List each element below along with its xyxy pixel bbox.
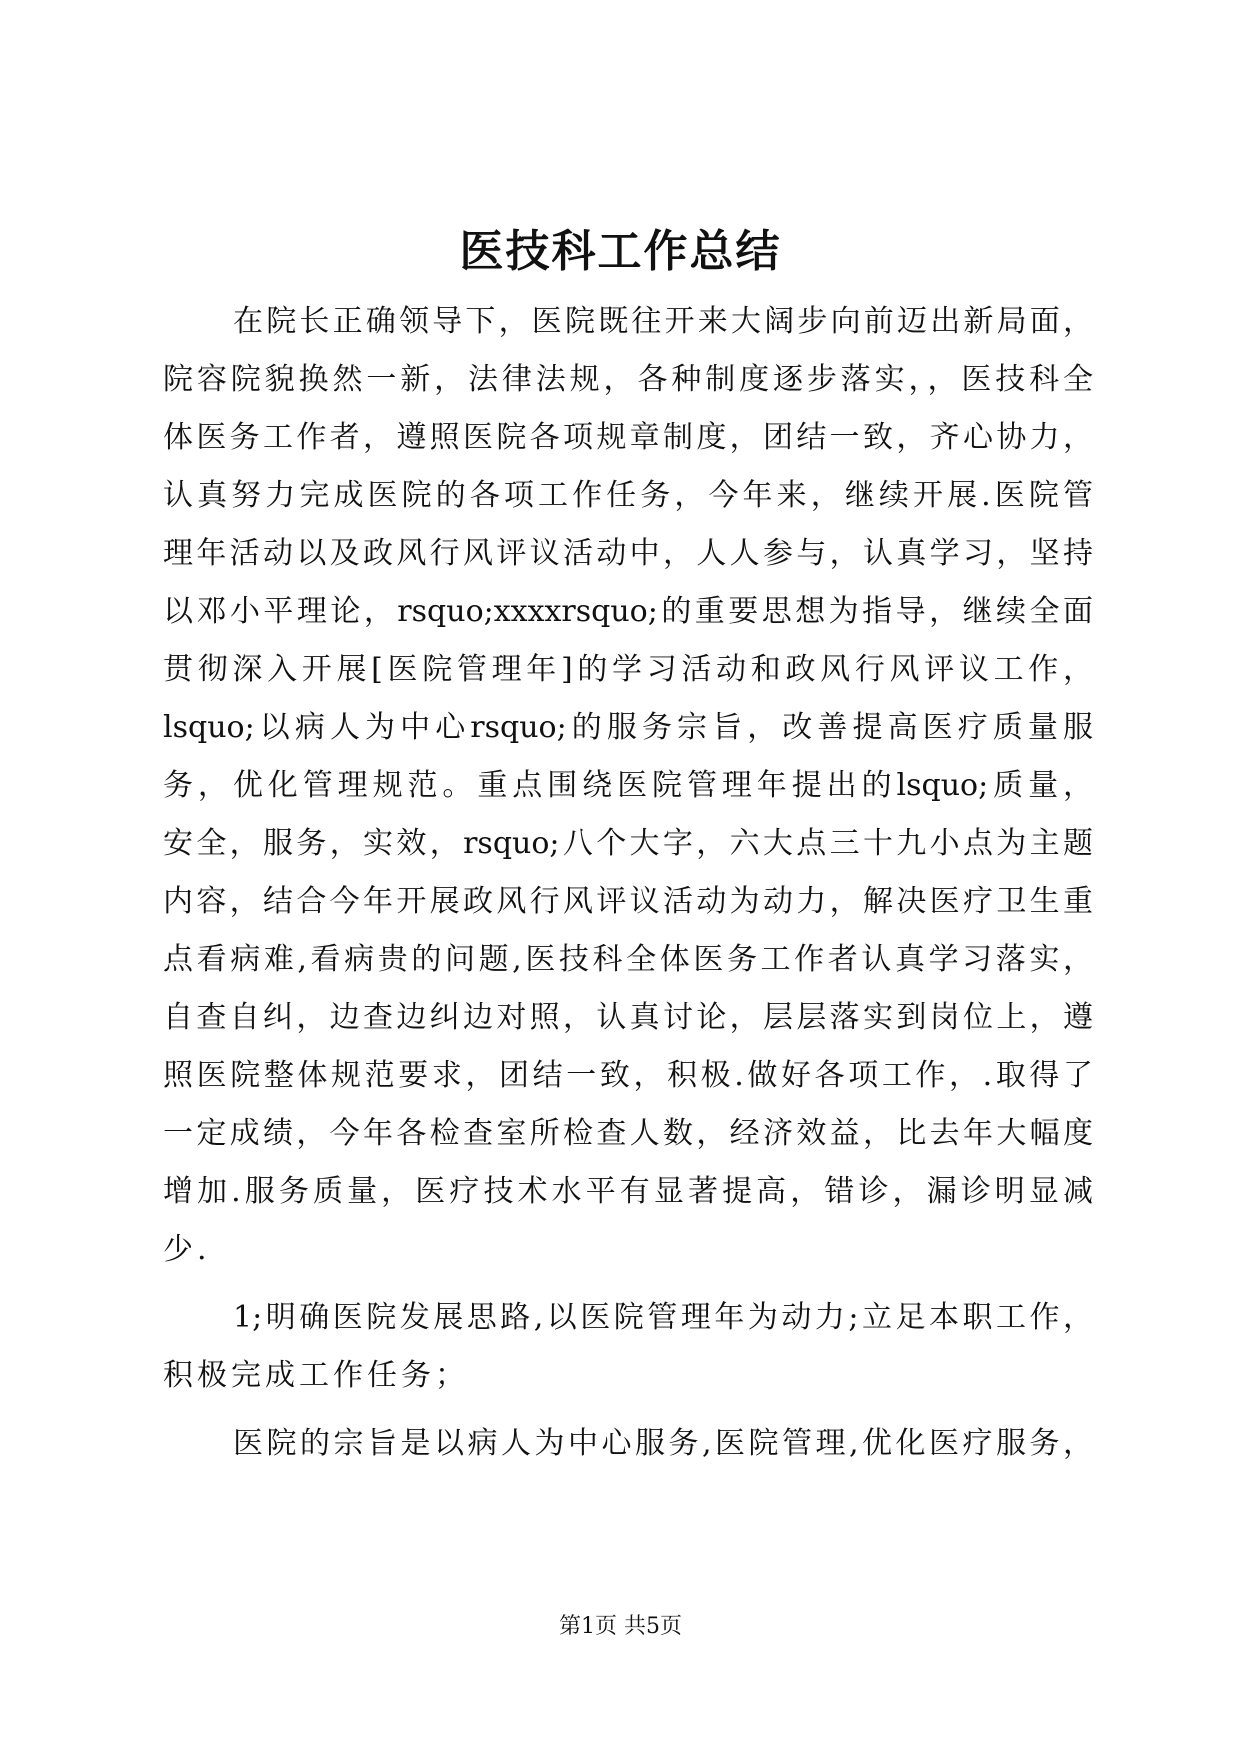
paragraph-1	[163, 293, 1093, 1279]
text-line: 认真努力完成医院的各项工作任务，今年来，继续开展.医院管	[163, 478, 1093, 513]
paragraph-2	[163, 1289, 1093, 1405]
text-line: 以邓小平理论，rsquo;xxxxrsquo;的重要思想为指导，继续全面	[163, 594, 1093, 629]
text-line: lsquo;以病人为中心rsquo;的服务宗旨，改善提高医疗质量服	[163, 710, 1093, 745]
text-line: 少.	[163, 1232, 211, 1267]
page-footer: 第1页 共5页	[559, 1614, 682, 1639]
text-line: 增加.服务质量，医疗技术水平有显著提高，错诊，漏诊明显减	[163, 1174, 1093, 1209]
text-line: 院容院貌换然一新，法律法规，各种制度逐步落实，，医技科全	[163, 362, 1093, 397]
text-line: 贯彻深入开展[医院管理年]的学习活动和政风行风评议工作，	[163, 652, 1093, 687]
text-line: 医院的宗旨是以病人为中心服务,医院管理,优化医疗服务，	[233, 1426, 1093, 1461]
paragraph-spacer	[163, 1405, 1093, 1415]
text-line: 点看病难,看病贵的问题,医技科全体医务工作者认真学习落实，	[163, 942, 1093, 977]
text-line: 理年活动以及政风行风评议活动中，人人参与，认真学习，坚持	[163, 536, 1093, 571]
text-line: 在院长正确领导下，医院既往开来大阔步向前迈出新局面，	[233, 304, 1093, 339]
document-title: 医技科工作总结	[459, 226, 782, 277]
text-line: 自查自纠，边查边纠边对照，认真讨论，层层落实到岗位上，遵	[163, 1000, 1093, 1035]
text-line: 一定成绩，今年各检查室所检查人数，经济效益，比去年大幅度	[163, 1116, 1093, 1151]
text-line: 体医务工作者，遵照医院各项规章制度，团结一致，齐心协力，	[163, 420, 1093, 455]
document-body	[163, 293, 1093, 1473]
paragraph-spacer	[163, 1279, 1093, 1289]
text-line: 务，优化管理规范。重点围绕医院管理年提出的lsquo;质量，	[163, 768, 1093, 803]
text-line: 照医院整体规范要求，团结一致，积极.做好各项工作，.取得了	[163, 1058, 1093, 1093]
text-line: 积极完成工作任务；	[163, 1358, 469, 1393]
text-line: 内容，结合今年开展政风行风评议活动为动力，解决医疗卫生重	[163, 884, 1093, 919]
text-line: 1;明确医院发展思路,以医院管理年为动力;立足本职工作，	[233, 1300, 1093, 1335]
paragraph-3	[163, 1415, 1093, 1473]
text-line: 安全，服务，实效，rsquo;八个大字，六大点三十九小点为主题	[163, 826, 1093, 861]
